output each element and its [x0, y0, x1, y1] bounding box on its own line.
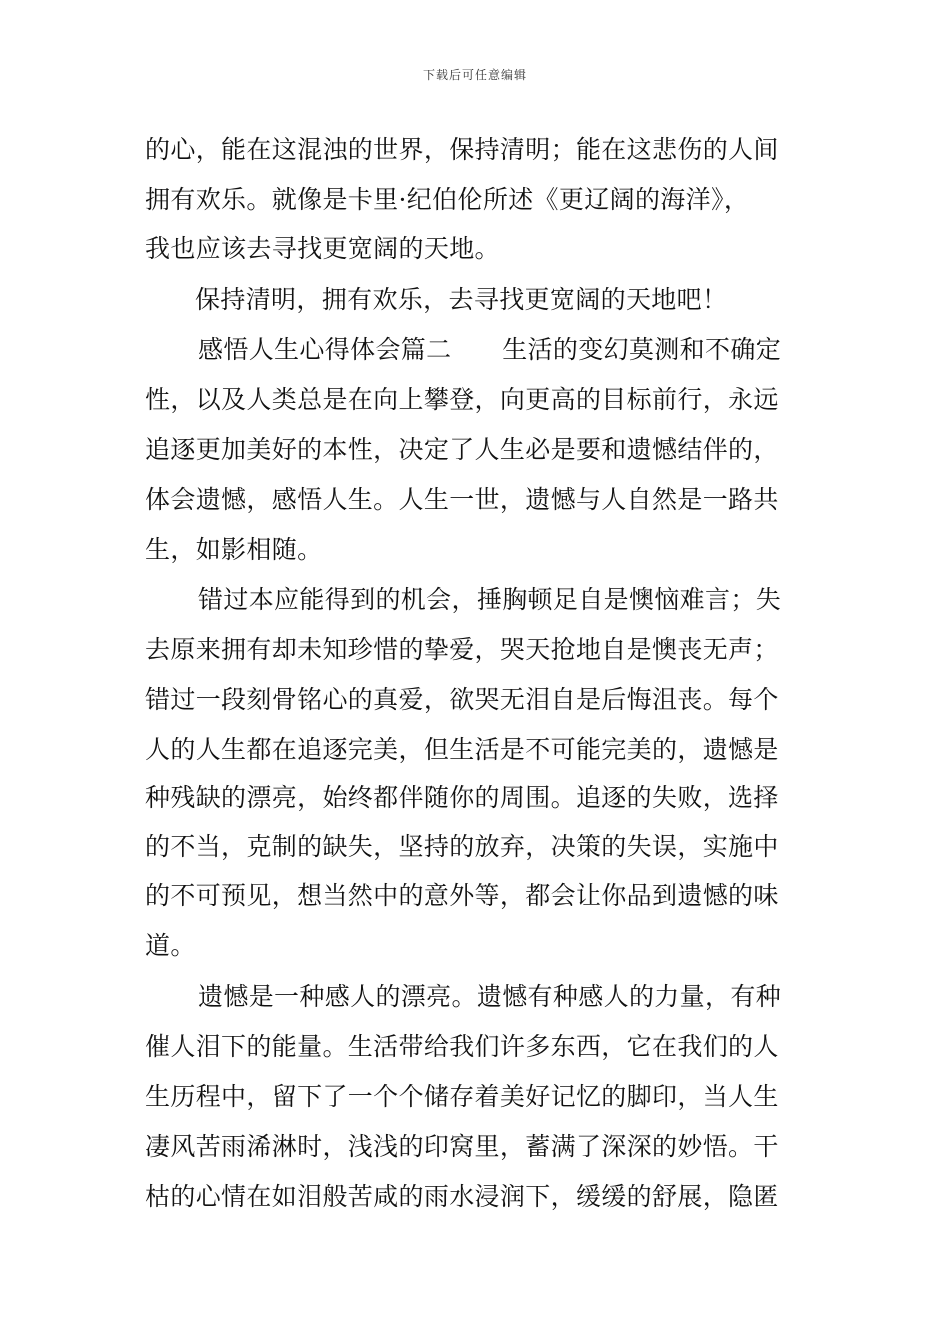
text-line: 错过本应能得到的机会，捶胸顿足自是懊恼难言；失	[198, 585, 782, 614]
text-line: 的不当，克制的缺失，坚持的放弃，决策的失误，实施中	[145, 832, 779, 861]
page-header: 下载后可任意编辑	[422, 68, 527, 82]
text-line: 凄风苦雨浠淋时，浅浅的印窝里，蓄满了深深的妙悟。干	[145, 1132, 779, 1161]
text-line: 追逐更加美好的本性，决定了人生必是要和遗憾结伴的，	[145, 435, 779, 464]
text-line: 性，以及人类总是在向上攀登，向更高的目标前行，永远	[145, 385, 779, 414]
text-line: 生，如影相随。	[145, 535, 323, 564]
text-line: 催人泪下的能量。生活带给我们许多东西，它在我们的人	[145, 1032, 779, 1061]
text-line: 枯的心情在如泪般苦咸的雨水浸润下，缓缓的舒展，隐匿	[145, 1182, 779, 1211]
text-line: 的不可预见，想当然中的意外等，都会让你品到遗憾的味	[145, 881, 779, 910]
text-line: 种残缺的漂亮，始终都伴随你的周围。追逐的失败，选择	[145, 783, 779, 812]
text-line: 拥有欢乐。就像是卡里·纪伯伦所述《更辽阔的海洋》，	[145, 185, 750, 214]
text-line: 感悟人生心得体会篇二 生活的变幻莫测和不确定	[198, 335, 782, 364]
text-line: 保持清明，拥有欢乐，去寻找更宽阔的天地吧！	[195, 285, 728, 314]
text-line: 生历程中，留下了一个个储存着美好记忆的脚印，当人生	[145, 1082, 779, 1111]
text-line: 遗憾是一种感人的漂亮。遗憾有种感人的力量，有种	[198, 982, 782, 1011]
text-line: 的心，能在这混浊的世界，保持清明；能在这悲伤的人间	[145, 135, 779, 164]
text-line: 我也应该去寻找更宽阔的天地。	[145, 234, 500, 263]
text-line: 体会遗憾，感悟人生。人生一世，遗憾与人自然是一路共	[145, 485, 779, 514]
text-line: 错过一段刻骨铭心的真爱，欲哭无泪自是后悔沮丧。每个	[145, 685, 779, 714]
text-line: 人的人生都在追逐完美，但生活是不可能完美的，遗憾是	[145, 735, 779, 764]
text-line: 去原来拥有却未知珍惜的挚爱，哭天抢地自是懊丧无声；	[145, 635, 779, 664]
text-line: 道。	[145, 931, 196, 960]
